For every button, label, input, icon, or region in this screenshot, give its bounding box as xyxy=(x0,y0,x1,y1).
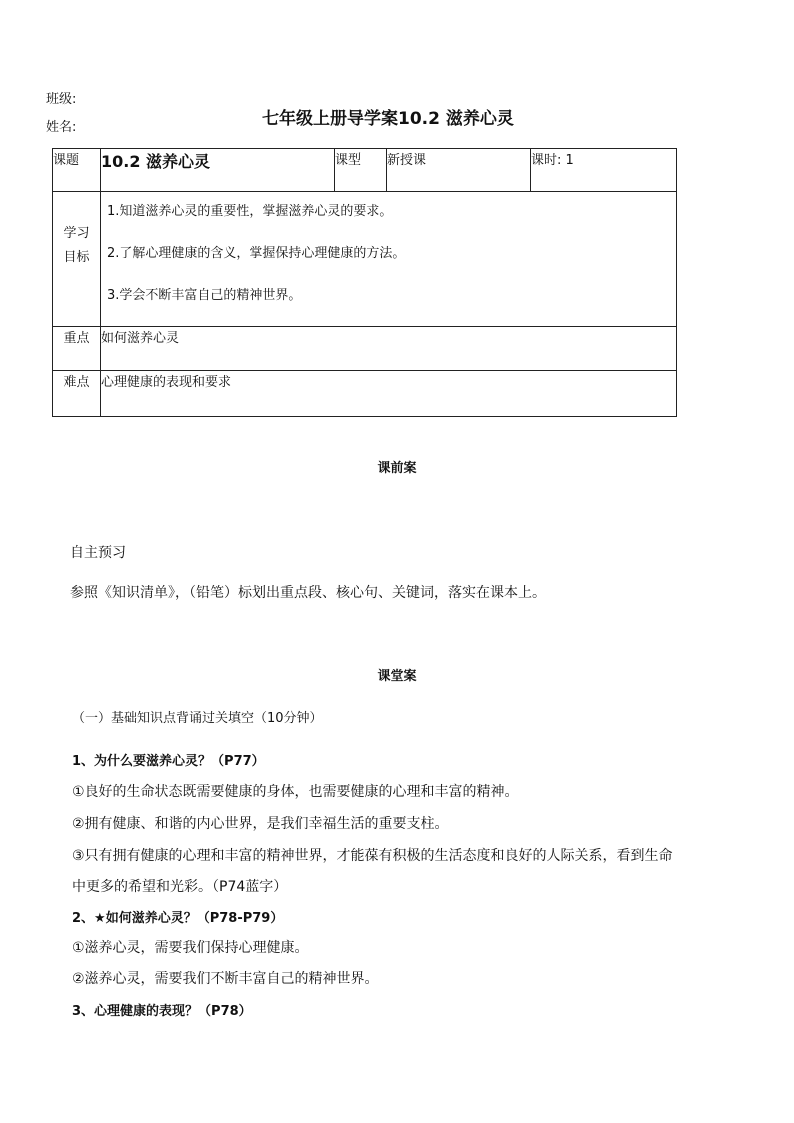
objective-item: 3.学会不断丰富自己的精神世界。 xyxy=(107,288,302,303)
page-title: 七年级上册导学案10.2 滋养心灵 xyxy=(262,109,514,129)
answer-2-2: ②滋养心灵，需要我们不断丰富自己的精神世界。 xyxy=(72,971,379,987)
pre-class-heading: 课前案 xyxy=(377,461,417,476)
type-value: 新授课 xyxy=(387,149,531,192)
in-class-heading: 课堂案 xyxy=(377,669,417,684)
table-row-objectives xyxy=(53,192,677,327)
section-one-title: （一）基础知识点背诵过关填空（10分钟） xyxy=(72,711,323,726)
table-row-key xyxy=(53,327,677,371)
question-1: 1、为什么要滋养心灵？（P77） xyxy=(72,754,265,769)
hours-value: 课时: 1 xyxy=(531,149,677,192)
answer-1-3-line2: 中更多的希望和光彩。（P74蓝字） xyxy=(72,879,288,895)
objectives-list xyxy=(101,192,677,327)
table-row-topic xyxy=(53,149,677,192)
topic-value: 10.2 滋养心灵 xyxy=(101,149,335,192)
objectives-label xyxy=(53,192,101,327)
answer-2-1: ①滋养心灵，需要我们保持心理健康。 xyxy=(72,940,309,956)
lesson-info-table xyxy=(52,148,677,417)
self-preview-label: 自主预习 xyxy=(70,545,126,561)
answer-1-2: ②拥有健康、和谐的内心世界，是我们幸福生活的重要支柱。 xyxy=(72,816,449,832)
class-label: 班级: xyxy=(46,92,77,107)
table-row-difficulty xyxy=(53,371,677,417)
answer-1-1: ①良好的生命状态既需要健康的身体，也需要健康的心理和丰富的精神。 xyxy=(72,784,519,800)
objectives-label-line2: 目标 xyxy=(63,250,90,265)
difficulty-label: 难点 xyxy=(53,371,101,417)
objective-item: 2.了解心理健康的含义，掌握保持心理健康的方法。 xyxy=(107,246,406,261)
key-value: 如何滋养心灵 xyxy=(101,327,677,371)
objective-item: 1.知道滋养心灵的重要性，掌握滋养心灵的要求。 xyxy=(107,204,393,219)
key-label: 重点 xyxy=(53,327,101,371)
answer-1-3-line1: ③只有拥有健康的心理和丰富的精神世界，才能葆有积极的生活态度和良好的人际关系，看到生命 xyxy=(72,848,673,864)
name-label: 姓名: xyxy=(46,120,77,135)
topic-label: 课题 xyxy=(53,149,101,192)
type-label: 课型 xyxy=(335,149,387,192)
question-2: 2、★如何滋养心灵？（P78-P79） xyxy=(72,911,284,926)
objectives-label-line1: 学习 xyxy=(63,226,90,241)
question-3: 3、心理健康的表现？（P78） xyxy=(72,1004,252,1019)
difficulty-value: 心理健康的表现和要求 xyxy=(101,371,677,417)
pre-class-instruction: 参照《知识清单》，（铅笔）标划出重点段、核心句、关键词，落实在课本上。 xyxy=(70,585,546,601)
